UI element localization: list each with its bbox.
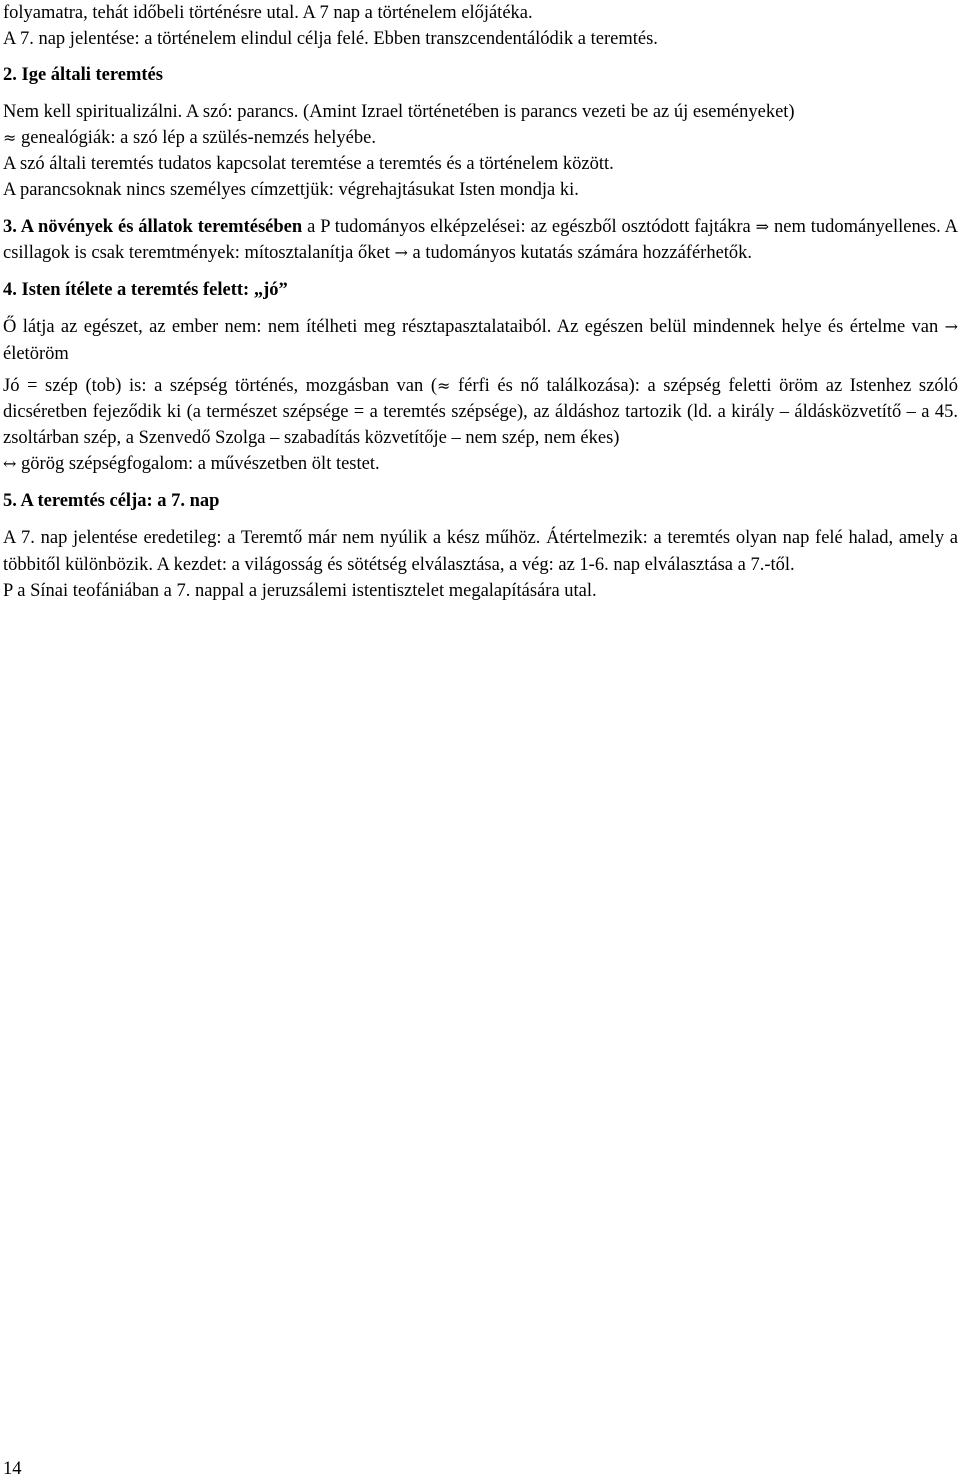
text-line-2: A 7. nap jelentése: a történelem elindul célja felé. Ebben transzcendentálódik a teremtés.: [3, 29, 658, 49]
bidirectional-arrow-symbol: ↔: [3, 454, 17, 474]
section-2-heading: 2. Ige általi teremtés: [3, 65, 163, 85]
section-2-paragraph-1: Nem kell spiritualizálni. A szó: parancs. (Amint Izrael történetében is parancs vezeti be az új eseményeket): [3, 102, 795, 122]
section-2-paragraph-4: A parancsoknak nincs személyes címzettjük: végrehajtásukat Isten mondja ki.: [3, 180, 579, 200]
section-2-paragraph-3: A szó általi teremtés tudatos kapcsolat teremtése a teremtés és a történelem között.: [3, 154, 614, 174]
section-4-paragraph-3: [3, 451, 958, 477]
section-5-paragraph-1: A 7. nap jelentése eredetileg: a Teremtő már nem nyúlik a kész műhöz. Átértelmezik: a teremtés olyan nap felé halad, amely a többitől különbözik. A kezdet: a világosság és sötétség elválasztása, a vég: az 1-6. nap elválasztása a 7.-től.: [3, 528, 958, 575]
section-3-paragraph: [3, 214, 958, 266]
arrow-symbol: →: [394, 243, 408, 263]
section-3-text-2: nem tudományellenes. A csillagok is csak teremtmények: mítosztalanítja őket: [3, 217, 958, 264]
section-2-paragraph-2: [3, 125, 958, 151]
section-4-paragraph-1-end: életöröm: [3, 343, 69, 364]
section-3-text-3: a tudományos kutatás számára hozzáférhetők.: [407, 243, 753, 264]
section-4-paragraph-1-text: Ő látja az egészet, az ember nem: nem ítélheti meg résztapasztalataiból. Az egészen belül mindennek helye és értelme van: [3, 317, 945, 338]
section-4-paragraph-3-text: görög szépségfogalom: a művészetben ölt testet.: [16, 454, 380, 475]
page-number: 14: [3, 1459, 22, 1479]
section-4-paragraph-2: [3, 373, 958, 452]
section-4-paragraph-1: [3, 314, 958, 366]
section-2-paragraph-2-text: genealógiák: a szó lép a szülés-nemzés helyébe.: [21, 128, 376, 148]
text-line-1: folyamatra, tehát időbeli történésre utal. A 7 nap a történelem előjátéka.: [3, 3, 533, 23]
section-5-heading: 5. A teremtés célja: a 7. nap: [3, 491, 220, 512]
approx-symbol: ≈: [3, 128, 17, 147]
section-4-heading: 4. Isten ítélete a teremtés felett: „jó”: [3, 280, 288, 301]
section-3-text-1: a P tudományos elképzelései: az egészből osztódott fajtákra: [302, 217, 756, 237]
section-4-paragraph-2-text-2: férfi és nő találkozása): a szépség feletti öröm az Istenhez szóló dicséretben fejeződik ki (a természet szépsége = a teremtés szépsége), az áldáshoz tartozik (ld. a király – áldásközvetítő – a 45. zsoltárban szép, a Szenvedő Szolga – szabadítás közvetítője – nem szép, nem ékes): [3, 375, 958, 449]
section-5-paragraph-2: P a Sínai teofániában a 7. nappal a jeruzsálemi istentisztelet megalapítására utal.: [3, 580, 597, 601]
implies-symbol: ⇒: [755, 217, 770, 236]
approx-symbol: ≈: [436, 375, 451, 395]
document-page: [3, 0, 958, 604]
section-3-heading: 3. A növények és állatok teremtésében: [3, 217, 303, 237]
section-4-paragraph-2-text-1: Jó = szép (tob) is: a szépség történés, mozgásban van (: [3, 375, 437, 396]
arrow-symbol: →: [944, 317, 958, 337]
